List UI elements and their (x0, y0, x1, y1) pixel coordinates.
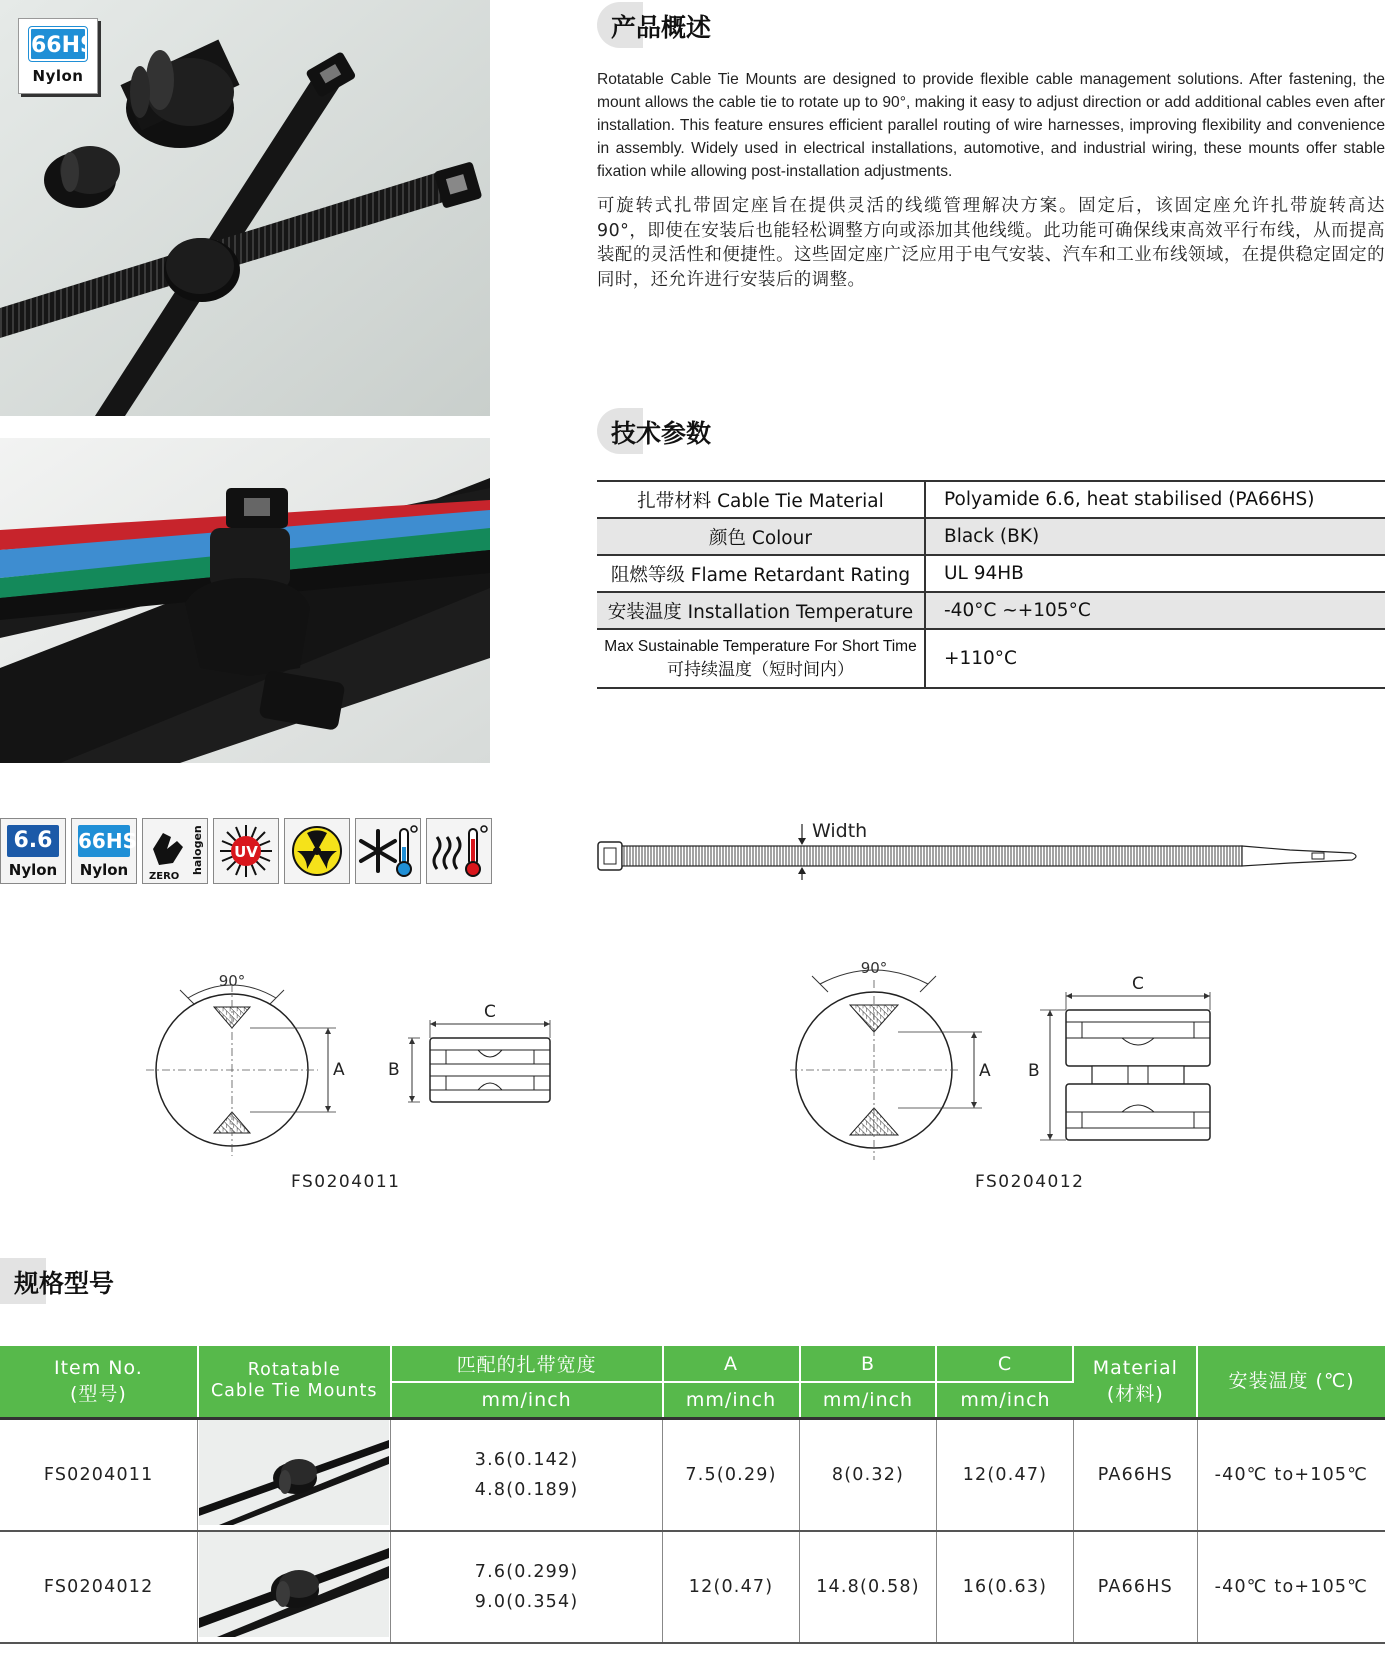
cell-width-2: 9.0(0.354) (474, 1591, 579, 1612)
cell-width-1: 3.6(0.142) (474, 1449, 579, 1470)
badge-nylon-label: Nylon (32, 67, 84, 85)
dim-b-label: B (388, 1060, 400, 1080)
tech-row (597, 481, 1385, 518)
table-row (0, 1531, 1385, 1643)
drawing-caption-1: FS0204011 (291, 1172, 401, 1192)
nylon-66-label: 6.6 (7, 825, 59, 857)
cell-c: 16(0.63) (936, 1531, 1073, 1643)
col-width: 匹配的扎带宽度 (391, 1346, 663, 1382)
cell-temp: -40℃ to+105℃ (1197, 1418, 1385, 1531)
cell-a: 12(0.47) (663, 1531, 800, 1643)
tech-value: +110°C (925, 629, 1385, 688)
tech-key-en: Max Sustainable Temperature For Short Time (604, 637, 917, 655)
tech-value: -40°C ~+105°C (925, 592, 1385, 629)
halogen-label: halogen (191, 825, 204, 875)
nylon-66-sub: Nylon (8, 861, 58, 879)
product-thumbnail (198, 1531, 391, 1643)
cell-width-1: 7.6(0.299) (474, 1561, 579, 1582)
nylon-66hs-badge (18, 18, 98, 94)
dim-b-label: B (1028, 1061, 1040, 1081)
tech-key: 扎带材料 Cable Tie Material (597, 481, 925, 518)
drawing-fs0204011 (140, 960, 580, 1160)
nylon-66hs-sub: Nylon (79, 861, 129, 879)
tech-row (597, 629, 1385, 688)
dim-c-label: C (1132, 974, 1144, 994)
cell-width-2: 4.8(0.189) (474, 1479, 579, 1500)
cell-a: 7.5(0.29) (663, 1418, 800, 1531)
overview-heading (597, 2, 797, 48)
tech-row (597, 555, 1385, 592)
cell-temp: -40℃ to+105℃ (1197, 1531, 1385, 1643)
col-material-zh: (材料) (1106, 1383, 1164, 1406)
cell-b: 8(0.32) (800, 1418, 937, 1531)
zero-label: ZERO (149, 871, 180, 882)
spec-title: 规格型号 (14, 1269, 115, 1298)
spec-heading (0, 1258, 200, 1304)
tech-key-zh: 可持续温度（短时间内） (667, 659, 854, 680)
tech-value: Black (BK) (925, 518, 1385, 555)
table-row (0, 1418, 1385, 1531)
col-c: C (936, 1346, 1073, 1382)
cell-item: FS0204012 (0, 1531, 198, 1643)
uv-resistant-icon (213, 818, 279, 884)
unit-b: mm/inch (800, 1382, 937, 1418)
dim-c-label: C (484, 1002, 496, 1022)
heat-resistant-icon (426, 818, 492, 884)
nylon-66hs-label: 66HS (78, 825, 130, 857)
product-thumbnail (198, 1418, 391, 1531)
col-item (0, 1346, 198, 1418)
angle-label: 90° (860, 959, 888, 977)
dim-a-label: A (979, 1061, 991, 1081)
uv-label: UV (234, 843, 258, 861)
col-b: B (800, 1346, 937, 1382)
product-photo-installed (0, 438, 490, 763)
cell-width (391, 1418, 663, 1531)
col-temp: 安装温度 (℃) (1197, 1346, 1385, 1418)
tech-value: Polyamide 6.6, heat stabilised (PA66HS) (925, 481, 1385, 518)
zero-halogen-icon (142, 818, 208, 884)
cell-width (391, 1531, 663, 1643)
tech-params-table (597, 480, 1385, 689)
col-mount-2: Cable Tie Mounts (210, 1381, 378, 1402)
angle-label: 90° (218, 972, 246, 990)
unit-width: mm/inch (391, 1382, 663, 1418)
spec-header-row (0, 1346, 1385, 1382)
overview-title: 产品概述 (611, 13, 712, 42)
unit-a: mm/inch (663, 1382, 800, 1418)
badge-66hs-label: 66HS (29, 27, 87, 61)
tech-key: 安装温度 Installation Temperature (597, 592, 925, 629)
nylon-66hs-icon (71, 818, 137, 884)
col-material (1073, 1346, 1197, 1418)
drawing-caption-2: FS0204012 (975, 1172, 1085, 1192)
drawing-fs0204012 (780, 950, 1250, 1180)
spec-table (0, 1346, 1385, 1644)
dim-a-label: A (333, 1060, 345, 1080)
col-material-en: Material (1092, 1357, 1178, 1380)
cold-resistant-icon (355, 818, 421, 884)
nylon-66-icon (0, 818, 66, 884)
tech-heading (597, 408, 797, 454)
tech-row (597, 518, 1385, 555)
tech-value: UL 94HB (925, 555, 1385, 592)
unit-c: mm/inch (936, 1382, 1073, 1418)
tech-key: 阻燃等级 Flame Retardant Rating (597, 555, 925, 592)
col-a: A (663, 1346, 800, 1382)
radiation-icon (284, 818, 350, 884)
tech-row (597, 592, 1385, 629)
tech-key (597, 629, 925, 688)
cell-b: 14.8(0.58) (800, 1531, 937, 1643)
col-mount (198, 1346, 391, 1418)
col-item-zh: (型号) (70, 1383, 127, 1406)
cell-material: PA66HS (1073, 1418, 1197, 1531)
cell-material: PA66HS (1073, 1531, 1197, 1643)
tech-key: 颜色 Colour (597, 518, 925, 555)
col-item-en: Item No. (54, 1357, 143, 1380)
cell-item: FS0204011 (0, 1418, 198, 1531)
overview-text-zh: 可旋转式扎带固定座旨在提供灵活的线缆管理解决方案。固定后，该固定座允许扎带旋转高达 90°，即使在安装后也能轻松调整方向或添加其他线缆。此功能可确保线束高效平行布线，从而提高装配的灵活性和便捷性。这些固定座广泛应用于电气安装、汽车和工业布线领域，在提供稳定固定的同时，还允许进行安装后的调整。 (597, 196, 1385, 290)
tech-title: 技术参数 (611, 419, 712, 448)
col-mount-1: Rotatable (247, 1360, 341, 1381)
cable-tie-width-diagram (590, 820, 1385, 880)
width-label: Width (812, 820, 868, 842)
overview-text-en: Rotatable Cable Tie Mounts are designed to provide flexible cable management solutions. After fastening, the mount allows the cable tie to rotate up to 90°, making it easy to adjust direction or add additional cables even after installation. This feature ensures efficient parallel routing of wire harnesses, improving flexibility and convenience in assembly. Widely used in electrical installations, automotive, and industrial wiring, these mounts offer stable fixation while allowing post-installation adjustments. (597, 71, 1385, 180)
cell-c: 12(0.47) (936, 1418, 1073, 1531)
